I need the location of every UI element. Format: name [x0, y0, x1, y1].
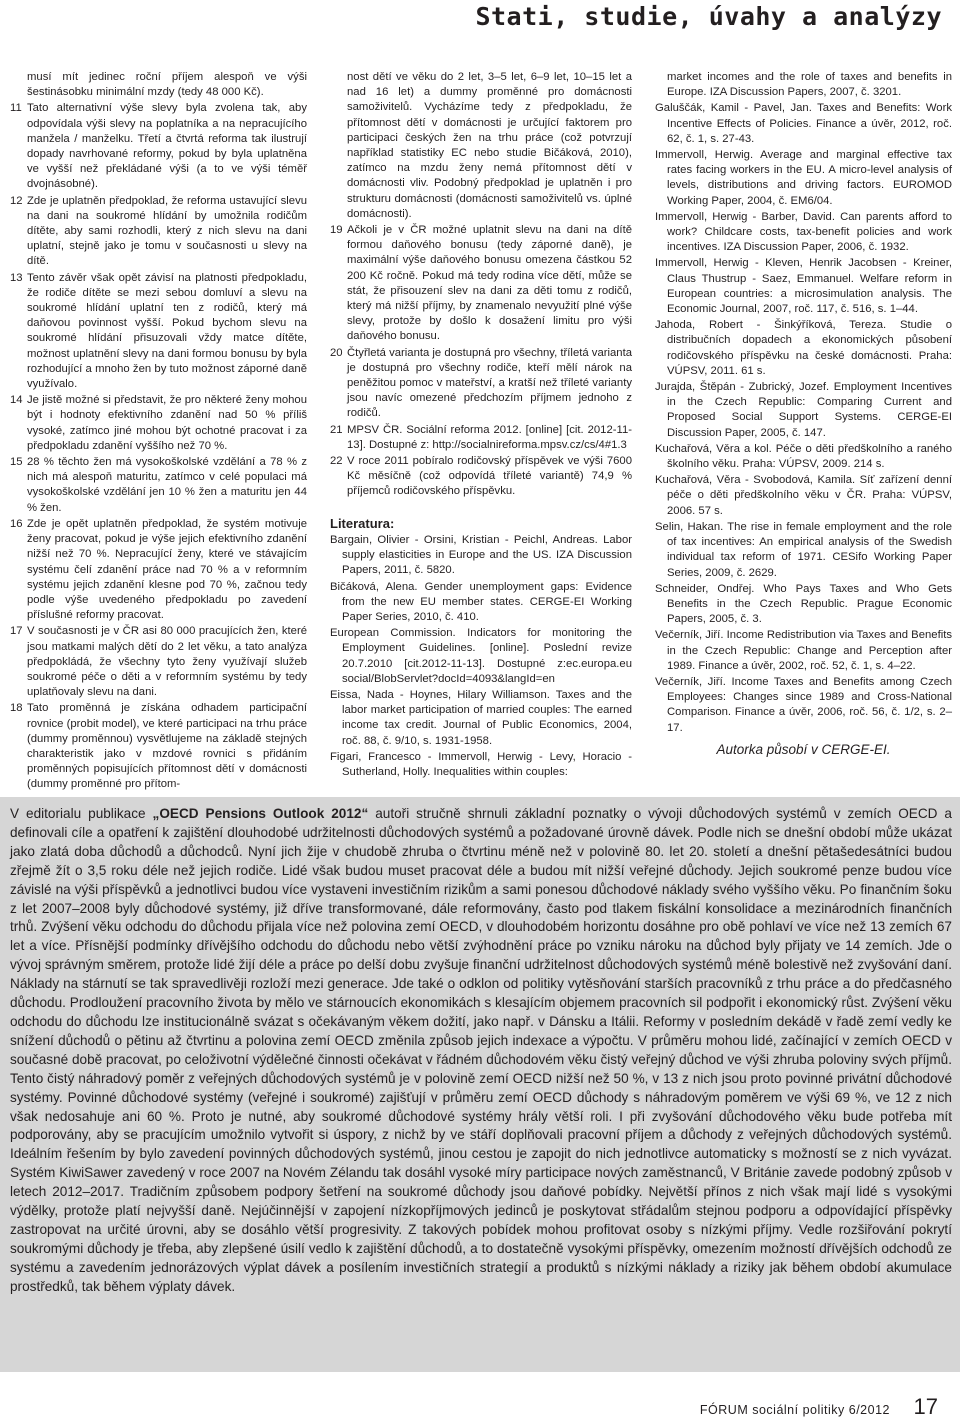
footnote-text: Je jistě možné si představit, že pro některé ženy mohou být i hodnoty efektivního zdanění nad 50 % příliš vysoké, zatímco jiné mohou být ochotné pracovat i za předpokladu zdanění vyššího než 70 %.	[27, 394, 307, 452]
reference-item: Večerník, Jiří. Income Redistribution via Taxes and Benefits in the Czech Republic: Change and Perception after 1989. Finance a úvěr, 2002, roč. 52, č. 1, s. 4–22.	[655, 629, 952, 672]
footnote	[330, 454, 632, 500]
column-2	[330, 70, 632, 781]
footnote	[10, 517, 307, 623]
journal-name: FÓRUM sociální politiky 6/2012	[699, 1403, 890, 1417]
footnote	[10, 101, 307, 192]
reference-item: Kuchařová, Věra - Svobodová, Kamila. Síť zařízení denní péče o děti předškolního věku v ČR. Praha: VÚPSV, 2006. 57 s.	[655, 474, 952, 517]
footnote-continuation: musí mít jedinec roční příjem alespoň ve výši šestinásobku minimální mzdy (tedy 48 000 Kč).	[27, 71, 307, 99]
footnote-number: 14	[10, 394, 23, 407]
footnote-number: 21	[330, 423, 343, 436]
footnote	[330, 223, 632, 345]
reference-item: Bičáková, Alena. Gender unemployment gaps: Evidence from the new EU member states. CERGE-EI Working Paper Series, 2010, č. 410.	[330, 580, 632, 623]
footnote	[10, 393, 307, 454]
reference-item: Galuščák, Kamil - Pavel, Jan. Taxes and Benefits: Work Incentive Effects of Policies. Finance a úvěr, 2012, roč. 62, č. 1, s. 27-43.	[655, 102, 952, 145]
footnote-text: Tato alternativní výše slevy byla zvolena tak, aby odpovídala výši slevy na poplatníka a na nepracujícího manžela / manželku. Třetí a čtvrtá reforma tak ilustrují dopady navrhované reformy, pokud by byla uplatněna ve vyšší než překládané výši (a to ve výši téměř dvojnásobné).	[27, 102, 307, 191]
editorial-body: autoři stručně shrnuli základní poznatky o vývoji důchodových systémů v zemích OECD a definovali cíle a opatření k zajištění dlouhodobé udržitelnosti důchodových systémů a požadované úrovně dávek. Podle nich se dnešní období může ukázat jako zlatá doba důchodů a důchodců. Nyní jich žije v chudobě zhruba o čtvrtinu méně než v polovině 80. let 20. století a dnešní pětašedesátníci budou zřejmě žít o 3,5 roku déle než jejich rodiče. Lidé však budou muset pracovat déle a budou mít nižší veřejné důchody. Jejich soukromé penze budou více závislé na výši příspěvků a jednotlivci budou více vystaveni investičním rizikům a sami ponesou důchodové náklady svého vyššího věku. Po finančním šoku z let 2007–2008 byly důchodové systémy, již dříve transformované, dále reformovány, často pod tlakem fiskální konsolidace a mezinárodních finančních trhů. Zvýšení věku odchodu do důchodu přijala více než polovina zemí OECD, v dlouhodobém horizontu dosáhne pro obě pohlaví ve více než 13 zemích 67 let a více. Přísnější podmínky dřívějšího odchodu do důchodu nebo větší zvýhodnění práce po vzniku nároku na důchod byly přijaty ve 14 zemích. Jde o vývoj správným směrem, protože lidé žijí déle a práce po delší dobu zvyšuje finanční udržitelnost důchodových systémů méně bolestivě než zvyšování daní. Náklady na stárnutí se tak spravedlivěji rozloží mezi generace. Jde také o odklon od politiky vytěsňování starších pracovníků z trhu práce a do předčasného důchodu. Prodloužení pracovního života by mělo ve stárnoucích ekonomikách s klesajícím objemem pracovních sil podpořit i ekonomický růst. Zvýšení věku odchodu do důchodu lze institucionálně svázat s očekávaným věkem dožití, jako např. v Dánsku a Itálii. Reformy v posledním dekádě v řadě zemí vedly ke snížení důchodů o pětinu až čtvrtinu a polovina zemí OECD změnila způsob jejich indexace a výpočtu. V průměru mohou lidé, začínající v zemích OECD v současné době pracovat, po celoživotní výdělečné činnosti očekávat v řádném důchodovém věku čistý veřejný důchod ve výši zhruba poloviny svých příjmů. Tento čistý náhradový poměr z veřejných důchodových systémů je v polovině zemí OECD nižší než 50 %, v 13 z nich jsou proto povinné privátní důchodové systémy. Povinné důchodové systémy (veřejné i soukromé) zajišťují v průměru zemí OECD důchody s náhradovým poměrem ve výši 69 %, ve 12 z nich však nedosahuje ani 60 %. Proto je nutné, aby soukromé důchodové systémy hrály větší roli. I při zvyšování důchodového věku bude potřeba mít podporovány, aby se pracujícím umožnilo vytvořit si úspory, z nichž by ve stáří doplňovali pracovní příjem a důchody z veřejných důchodových systémů. Ideálním řešením by bylo zavedení povinných důchodových systémů, jinou cestou je zapojit do nich jednotlivce automaticky s možností se z nich vyvázat. Systém KiwiSawer zavedený v roce 2007 na Novém Zélandu tak dosáhl vysoké míry participace nových zaměstnanců, V Británie zavede podobný způsob v letech 2012–2017. Tradičním způsobem podpory šetření na soukromé důchody jsou daňové pobídky. Největší přínos z nich však mají lidé s vysokými výdělky, protože platí nejvyšší daně. Nejúčinnější v zapojení nízkopříjmových jedinců je poskytovat střádalům stejnou podporu a odpovídající příspěvky zastropovat na určité úrovni, aby se dosáhlo větší progresivity. Z takových pobídek mohou profitovat osoby s nízkými příjmy. Vedle rozšiřování pokrytí soukromými důchody je třeba, aby zlepšené úsilí vedlo k zajištění důchodů, a to dostatečně vysokými příspěvky, omezením možností dřívějších odchodů ze systému a zavedením jednorázových výplat dávek a posílením investičních strategií a produktů s nízkými náklady a riziky jak během období akumulace prostředků, tak během výplaty dávek.	[10, 806, 952, 1294]
footnote	[330, 346, 632, 422]
editorial-lead: V editorialu publikace	[10, 806, 153, 821]
column-3	[655, 70, 952, 757]
reference-item: Bargain, Olivier - Orsini, Kristian - Peichl, Andreas. Labor supply elasticities in Europe and the US. IZA Discussion Papers, 2011, č. 5820.	[330, 533, 632, 577]
reference-item: Selin, Hakan. The rise in female employment and the role of tax incentives: An empirical analysis of the Swedish individual tax reform of 1971. CESifo Working Paper Series, 2009, č. 2629.	[655, 520, 952, 579]
footnote-number: 22	[330, 455, 343, 468]
reference-list	[655, 101, 952, 735]
page-number: 17	[913, 1394, 938, 1419]
reference-item: Eissa, Nada - Hoynes, Hilary Williamson. Taxes and the labor market participation of married couples: The earned income tax credit. Journal of Public Economics, 2004, roč. 88, č. 9/10, s. 1931-1958.	[330, 688, 632, 747]
reference-item: Jurajda, Štěpán - Zubrický, Jozef. Employment Incentives in the Czech Republic: Comparing Current and Proposed Social Support Systems. CERGE-EI Discussion Paper, 2005, č. 147.	[655, 381, 952, 439]
reference-item: Schneider, Ondřej. Who Pays Taxes and Who Gets Benefits in the Czech Republic. Prague Economic Papers, 2005, č. 3.	[655, 582, 952, 626]
reference-list	[330, 533, 632, 780]
editorial-box	[0, 797, 960, 1372]
footnote-text: Zde je opět uplatněn předpoklad, že systém motivuje ženy pracovat, pokud je výše jejich efektivního zdanění nižší než 70 %. Nepracující ženy, které ve stávajícím systému čelí zdanění práce nad 70 % a v reformním systému jejich zdanění klesne pod 70 %, začnou tedy podle výše uvedeného předpokladu po zavedení příslušné reformy pracovat.	[27, 517, 307, 622]
header-band	[0, 0, 960, 40]
footnote-text: Ačkoli je v ČR možné uplatnit slevu na dani na dítě formou daňového bonusu (tedy záporné daně), je maximální výše daňového bonusu omezena částkou 52 200 Kč ročně. Pokud má tedy rodina více dětí, může se stát, že přisouzení slev na dani za děti tomu z rodičů, který má nižší příjmy, by znamenalo nevyužití plné výše slevy, protože by došlo k dosažení limitu pro výši daňového bonusu.	[347, 224, 632, 343]
footnote-number: 15	[10, 456, 23, 469]
footnote-number: 20	[330, 346, 343, 359]
editorial-text	[10, 805, 952, 1297]
reference-item: Jahoda, Robert - Šinkýříková, Tereza. Studie o distribučních dopadech a ekonomických působení rodičovského příspěvku na české domácnosti. Praha: VÚPSV, 2011. 61 s.	[655, 319, 952, 377]
reference-continuation: market incomes and the role of taxes and benefits in Europe. IZA Discussion Papers, 2007, č. 3201.	[667, 71, 952, 99]
footnote	[10, 271, 307, 393]
reference-item: Immervoll, Herwig - Barber, David. Can parents afford to work? Childcare costs, tax-benefit policies and work incentives. IZA Discussion Paper, 2006, č. 1932.	[655, 210, 952, 254]
footnote	[10, 194, 307, 270]
footnote-number: 13	[10, 271, 23, 284]
footnote	[330, 423, 632, 453]
footnote-text: Zde je uplatněn předpoklad, že reforma ustavující slevu na dani na soukromé hlídání by umožnila rodičům dítěte, aby sami rozhodli, který z nich slevu na dani uplatní, stejně jako je tomu v současnosti u slevy na dítě.	[27, 194, 307, 268]
footnote-text: Tato proměnná je získána odhadem participační rovnice (probit model), ve které participaci na trhu práce (dummy proměnnou) vysvětlujeme na základě stejných charakteristik jako v mzdové rovnici s přidáním proměnných popisujících přítomnost dětí v domácnosti (dummy proměnné pro přítom-	[27, 702, 307, 791]
footnote-text: Čtyřletá varianta je dostupná pro všechny, tříletá varianta je dostupná pro všechny rodiče, kteří mělí nárok na peněžitou pomoc v mateřství, a kratší než tříleté varianty jsou navíc omezené předchozím příjmem jednoho z rodičů.	[347, 346, 632, 420]
footnote-number: 16	[10, 517, 23, 530]
literature-heading: Literatura:	[330, 515, 395, 531]
footnote-text: MPSV ČR. Sociální reforma 2012. [online] [cit. 2012-11-13]. Dostupné z: http://socialnireforma.mpsv.cz/cs/4#1.3	[347, 423, 632, 451]
footnote-number: 12	[10, 194, 23, 207]
footnote-continuation: nost dětí ve věku do 2 let, 3–5 let, 6–9 let, 10–15 let a nad 16 let) a dummy proměnné pro domácnosti samoživitelů. Vycházíme tedy z předpokladu, že přítomnost dětí v domácnosti je určující faktorem pro participaci českých žen na trhu práce (což potvrzují například statistiky EC nebo studie Bičáková, 2010), zatímco na mzdu ženy nemá přítomnost dětí v domácnosti vliv. Podobný předpoklad je uplatněn i pro strukturu domácnosti (domácnosti samoživitelů vs. úplné domácnosti).	[347, 71, 632, 220]
footnote	[10, 455, 307, 516]
footnote-number: 19	[330, 224, 343, 237]
reference-item: Kuchařová, Věra a kol. Péče o děti předškolního a raného školního věku. Praha: VÚPSV, 2009. 214 s.	[655, 442, 952, 471]
footnote	[10, 624, 307, 700]
section-title: Stati, studie, úvahy a analýzy	[475, 2, 942, 31]
author-affiliation: Autorka působí v CERGE-EI.	[716, 741, 891, 757]
reference-item: Figari, Francesco - Immervoll, Herwig - Levy, Horacio - Sutherland, Holly. Inequalities within couples:	[330, 750, 632, 778]
column-1	[10, 70, 307, 794]
footnote	[10, 701, 307, 792]
footnote-number: 18	[10, 702, 23, 715]
publication-title: „OECD Pensions Outlook 2012“	[152, 806, 369, 821]
footnote-text: V současnosti je v ČR asi 80 000 pracujících žen, které jsou matkami malých dětí do 2 let věku, a tato analýza předpokládá, že všechny tyto ženy využívají služeb soukromé péče o děti a v reformním systému by tedy uplatňovaly slevu na dani.	[27, 625, 307, 699]
reference-item: Večerník, Jiří. Income Taxes and Benefits among Czech Employees: Changes since 1989 and Cross-National Comparison. Finance a úvěr, 2006, roč. 56, č. 1/2, s. 2–17.	[655, 675, 952, 734]
footnote-text: V roce 2011 pobíralo rodičovský příspěvek ve výši 7600 Kč měsíčně (což odpovídá tříleté variantě) 74,9 % příjemců rodičovského příspěvku.	[347, 455, 632, 498]
footnote-list	[10, 101, 307, 792]
footnote-number: 17	[10, 625, 23, 638]
footnote-number: 11	[10, 102, 22, 115]
footnote-text: Tento závěr však opět závisí na platnosti předpokladu, že rodiče dítěte se mezi sebou domluví a slevu na soukromé hlídání uplatní ten z rodičů, který má daňovou povinnost vyšší. Pokud bychom slevu na soukromé hlídání přisuzovali vždy matce dítěte, možnost uplatnění slevy na dani formou bonusu by byla rozhodující a mnoho žen by tuto možnost záporné daně využívalo.	[27, 271, 307, 391]
reference-item: European Commission. Indicators for monitoring the Employment Guidelines. [online]. Poslední revize 20.7.2010 [cit.2012-11-13]. Dostupné z:ec.europa.eu social/BlobServlet?docId=4093&langId=en	[330, 627, 632, 685]
footnote-text: 28 % těchto žen má vysokoškolské vzdělání a 78 % z nich má alespoň maturitu, zatímco v celé populaci má vysokoškolské vzdělání jen 10 % žen a maturitu jen 44 % žen.	[27, 456, 307, 514]
footnote-list	[330, 223, 632, 500]
reference-item: Immervoll, Herwig. Average and marginal effective tax rates facing workers in the EU. A micro-level analysis of levels, distributions and driving factors. EUROMOD Working Paper, 2004, č. EM6/04.	[655, 149, 952, 207]
reference-item: Immervoll, Herwig - Kleven, Henrik Jacobsen - Kreiner, Claus Thustrup - Saez, Emmanuel. Welfare reform in European countries: a microsimulation analysis. The Economic Journal, 2007, roč. 117, č. 516, s. 1–44.	[655, 257, 952, 316]
